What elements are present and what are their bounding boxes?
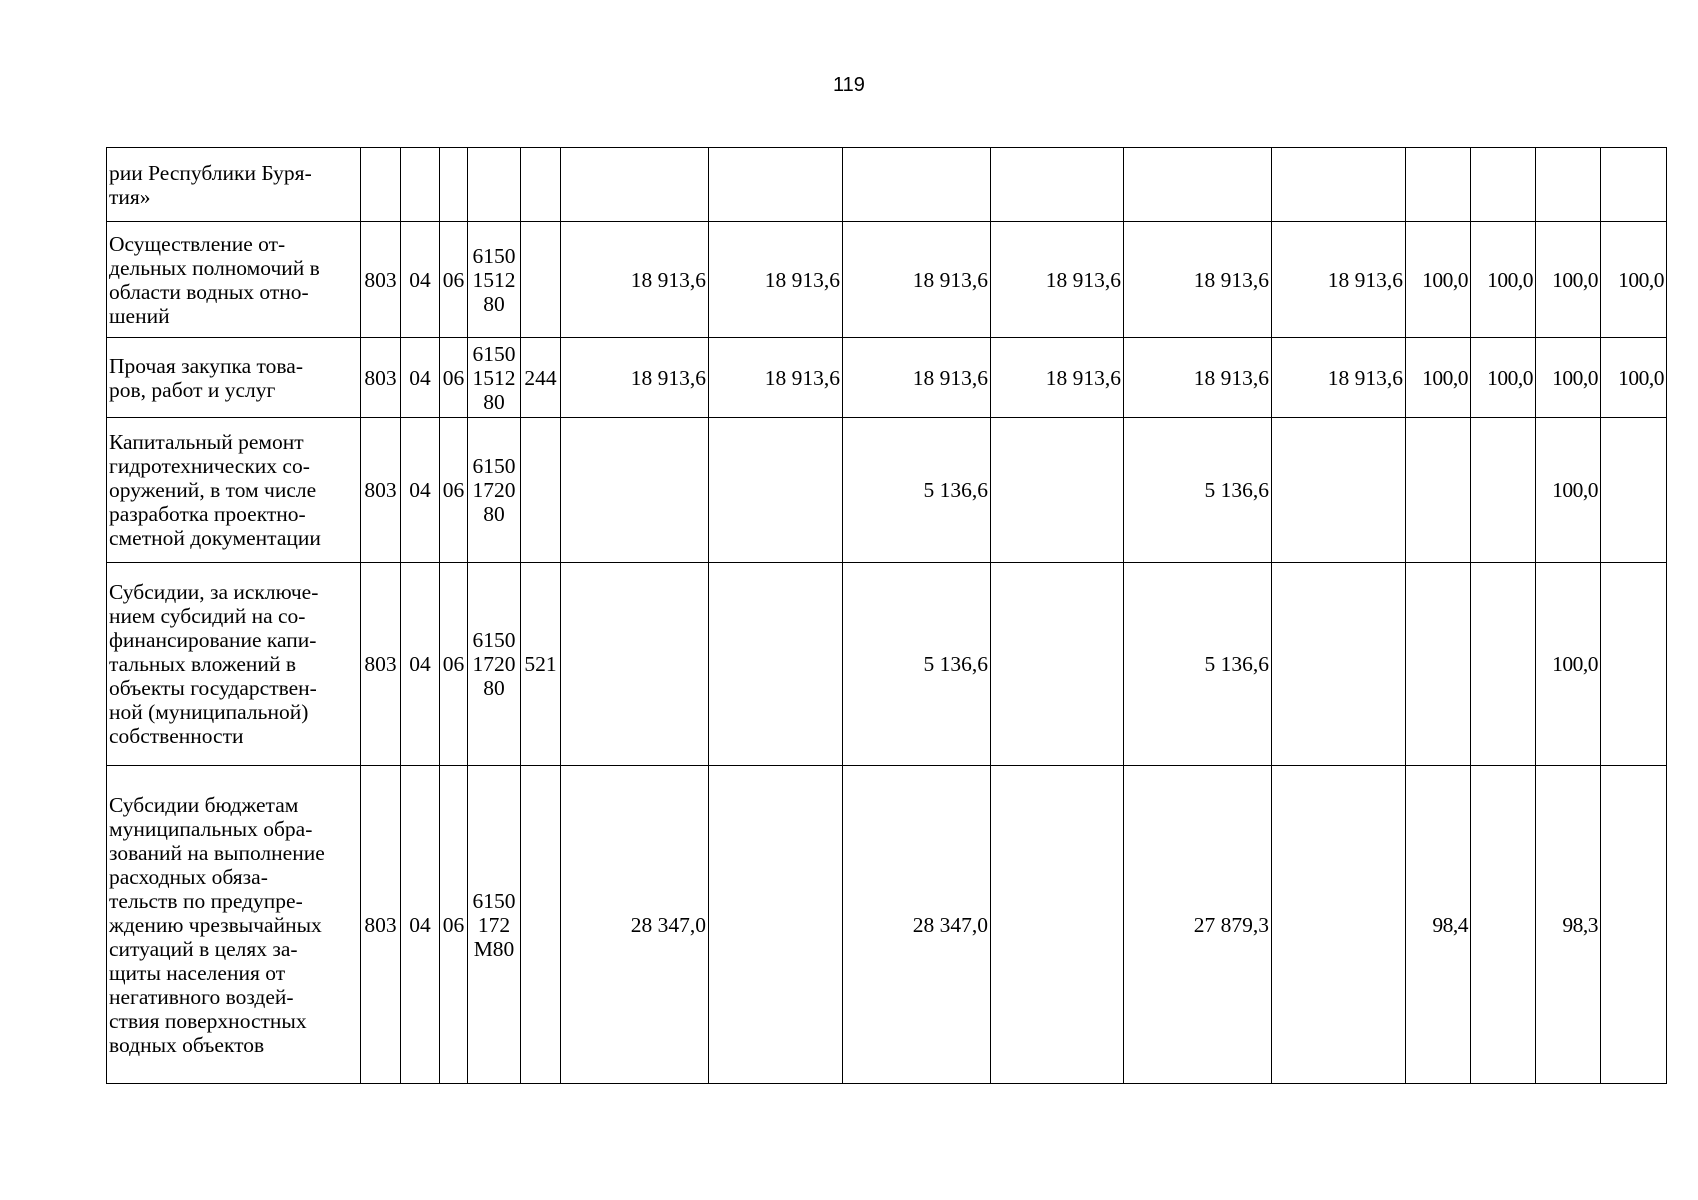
- expense-type-code: 521: [521, 563, 561, 766]
- percent-cell: [1601, 148, 1667, 222]
- target-article-code: 6150 1512 80: [468, 222, 521, 338]
- subsection-code: 06: [440, 418, 468, 563]
- amount-cell: [843, 148, 991, 222]
- expense-type-code: [521, 766, 561, 1084]
- table-row: [107, 418, 1667, 563]
- amount-cell: [561, 148, 709, 222]
- grbs-code: 803: [361, 563, 401, 766]
- percent-cell: 100,0: [1471, 338, 1536, 418]
- amount-cell: [1272, 766, 1406, 1084]
- amount-cell: 5 136,6: [843, 563, 991, 766]
- amount-cell: [1272, 418, 1406, 563]
- grbs-code: 803: [361, 418, 401, 563]
- amount-cell: [991, 563, 1124, 766]
- percent-cell: [1471, 148, 1536, 222]
- percent-cell: 100,0: [1406, 222, 1471, 338]
- percent-cell: [1406, 148, 1471, 222]
- amount-cell: [561, 418, 709, 563]
- amount-cell: 18 913,6: [843, 222, 991, 338]
- percent-cell: 100,0: [1536, 222, 1601, 338]
- target-article-code: 6150 1512 80: [468, 338, 521, 418]
- percent-cell: [1471, 418, 1536, 563]
- amount-cell: [709, 148, 843, 222]
- amount-cell: 18 913,6: [561, 338, 709, 418]
- percent-cell: [1601, 418, 1667, 563]
- expense-type-code: [521, 148, 561, 222]
- percent-cell: 98,3: [1536, 766, 1601, 1084]
- table-row: [107, 563, 1667, 766]
- target-article-code: 6150 1720 80: [468, 563, 521, 766]
- row-description: Субсидии бюджетам муниципальных обра- зований на выполнение расходных обяза- тельств по предупре- ждению чрезвычайных ситуаций в целях за- щиты населения от негативного воздей- ствия поверхностных водных объектов: [107, 766, 361, 1084]
- amount-cell: [1124, 148, 1272, 222]
- row-description: рии Республики Буря- тия»: [107, 148, 361, 222]
- amount-cell: 18 913,6: [1124, 222, 1272, 338]
- subsection-code: 06: [440, 222, 468, 338]
- row-description: Субсидии, за исключе- нием субсидий на со- финансирование капи- тальных вложений в объекты государствен- ной (муниципальной) собственности: [107, 563, 361, 766]
- amount-cell: 18 913,6: [991, 338, 1124, 418]
- percent-cell: [1406, 418, 1471, 563]
- amount-cell: 18 913,6: [1124, 338, 1272, 418]
- amount-cell: 28 347,0: [561, 766, 709, 1084]
- amount-cell: 5 136,6: [843, 418, 991, 563]
- target-article-code: 6150 172 M80: [468, 766, 521, 1084]
- amount-cell: [561, 563, 709, 766]
- section-code: 04: [401, 418, 440, 563]
- subsection-code: 06: [440, 766, 468, 1084]
- row-description: Прочая закупка това- ров, работ и услуг: [107, 338, 361, 418]
- amount-cell: [991, 148, 1124, 222]
- amount-cell: 18 913,6: [1272, 222, 1406, 338]
- percent-cell: 98,4: [1406, 766, 1471, 1084]
- percent-cell: [1601, 563, 1667, 766]
- amount-cell: 18 913,6: [561, 222, 709, 338]
- amount-cell: 27 879,3: [1124, 766, 1272, 1084]
- percent-cell: 100,0: [1536, 418, 1601, 563]
- grbs-code: 803: [361, 338, 401, 418]
- row-description: Осуществление от- дельных полномочий в области водных отно- шений: [107, 222, 361, 338]
- amount-cell: [1272, 563, 1406, 766]
- subsection-code: [440, 148, 468, 222]
- amount-cell: 18 913,6: [843, 338, 991, 418]
- amount-cell: [709, 418, 843, 563]
- percent-cell: 100,0: [1471, 222, 1536, 338]
- budget-table: [106, 147, 1667, 1084]
- amount-cell: 5 136,6: [1124, 418, 1272, 563]
- target-article-code: [468, 148, 521, 222]
- grbs-code: [361, 148, 401, 222]
- amount-cell: 5 136,6: [1124, 563, 1272, 766]
- subsection-code: 06: [440, 563, 468, 766]
- amount-cell: [991, 418, 1124, 563]
- amount-cell: [709, 766, 843, 1084]
- amount-cell: 18 913,6: [1272, 338, 1406, 418]
- subsection-code: 06: [440, 338, 468, 418]
- table-row: [107, 222, 1667, 338]
- amount-cell: [709, 563, 843, 766]
- amount-cell: 18 913,6: [991, 222, 1124, 338]
- table-row: [107, 766, 1667, 1084]
- percent-cell: 100,0: [1601, 222, 1667, 338]
- grbs-code: 803: [361, 766, 401, 1084]
- percent-cell: [1406, 563, 1471, 766]
- amount-cell: [991, 766, 1124, 1084]
- row-description: Капитальный ремонт гидротехнических со- оружений, в том числе разработка проектно- сметной документации: [107, 418, 361, 563]
- expense-type-code: [521, 418, 561, 563]
- amount-cell: 28 347,0: [843, 766, 991, 1084]
- expense-type-code: 244: [521, 338, 561, 418]
- section-code: 04: [401, 338, 440, 418]
- table-row: [107, 148, 1667, 222]
- percent-cell: [1601, 766, 1667, 1084]
- percent-cell: 100,0: [1536, 563, 1601, 766]
- section-code: [401, 148, 440, 222]
- page-number: 119: [833, 74, 865, 96]
- percent-cell: [1471, 766, 1536, 1084]
- section-code: 04: [401, 563, 440, 766]
- section-code: 04: [401, 222, 440, 338]
- amount-cell: 18 913,6: [709, 338, 843, 418]
- target-article-code: 6150 1720 80: [468, 418, 521, 563]
- expense-type-code: [521, 222, 561, 338]
- percent-cell: 100,0: [1601, 338, 1667, 418]
- percent-cell: 100,0: [1406, 338, 1471, 418]
- percent-cell: [1471, 563, 1536, 766]
- percent-cell: [1536, 148, 1601, 222]
- percent-cell: 100,0: [1536, 338, 1601, 418]
- section-code: 04: [401, 766, 440, 1084]
- amount-cell: 18 913,6: [709, 222, 843, 338]
- amount-cell: [1272, 148, 1406, 222]
- grbs-code: 803: [361, 222, 401, 338]
- table-row: [107, 338, 1667, 418]
